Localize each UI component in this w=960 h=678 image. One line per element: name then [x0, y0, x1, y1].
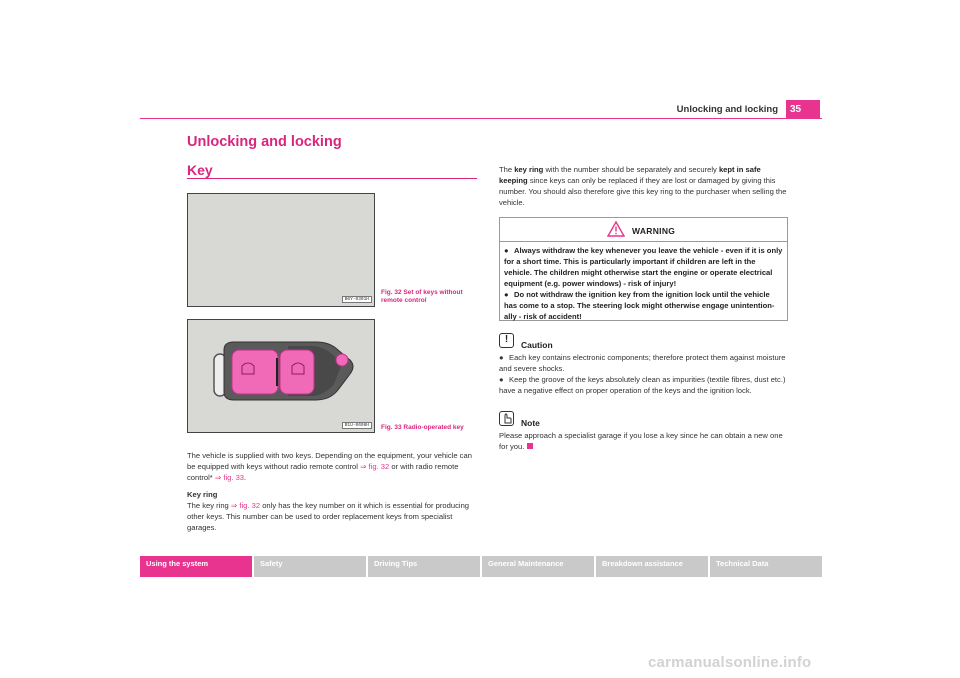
figure-32-image	[187, 193, 375, 307]
intro-paragraph: The vehicle is supplied with two keys. Depending on the equipment, your vehicle can be equipped with keys without radio remote control ⇒ fig. 32 or with radio remote control* ⇒ fig. 33. Key ring The key ring ⇒ fig. 32 only has the key number on it which is essential for producing other keys. This number can be used to order replacement keys from specialist garages.	[187, 450, 477, 533]
warning-box	[499, 217, 788, 321]
figure-33-image	[187, 319, 375, 433]
section-heading: Unlocking and locking	[187, 134, 342, 150]
note-body: Please approach a specialist garage if you lose a key since he can obtain a new one for you.	[499, 431, 783, 451]
caution-item: ● Keep the groove of the keys absolutely clean as impurities (textile fibres, dust etc.) have a negative effect on proper operation of the keys and the ignition lock.	[499, 375, 786, 395]
chapter-nav-bar	[140, 556, 822, 577]
figure-33-code: B1U-0698H	[342, 422, 372, 429]
caution-body	[499, 352, 789, 396]
nav-tab-breakdown-assistance[interactable]: Breakdown assistance	[596, 556, 708, 577]
subsection-heading: Key	[187, 162, 213, 178]
caution-title: Caution	[521, 340, 553, 350]
nav-tab-driving-tips[interactable]: Driving Tips	[368, 556, 480, 577]
figure-33-caption: Fig. 33 Radio-operated key	[381, 424, 464, 431]
radio-key-illustration	[188, 320, 374, 432]
note-title: Note	[521, 418, 540, 428]
note-icon	[499, 411, 514, 426]
figure-32-code: B6Y-0301H	[342, 296, 372, 303]
figure-32-caption: Fig. 32 Set of keys without remote control	[381, 289, 463, 304]
key-ring-paragraph: The key ring ⇒ fig. 32 only has the key number on it which is essential for producing other keys. This number can be used to order replacement keys from specialist garages.	[187, 501, 470, 532]
key-ring-heading: Key ring	[187, 490, 218, 499]
hand-pointer-icon	[501, 412, 513, 424]
fig-32-link-2[interactable]: ⇒ fig. 32	[230, 501, 261, 510]
header-divider	[140, 118, 822, 119]
warning-header	[500, 218, 787, 242]
nav-tab-using-the-system[interactable]: Using the system	[140, 556, 252, 577]
section-end-marker	[527, 443, 533, 449]
caution-exclamation-icon: !	[499, 333, 514, 348]
subsection-divider	[187, 178, 477, 179]
nav-tab-technical-data[interactable]: Technical Data	[710, 556, 822, 577]
caution-item: ● Each key contains electronic components; therefore protect them against moisture and severe shocks.	[499, 353, 786, 373]
warning-item: ● Always withdraw the key whenever you leave the vehicle - even if it is only for a short time. This is particularly important if children are left in the vehicle. The children might otherwise start the engine or operate electrical equipment (e.g. power windows) - risk of injury!	[504, 246, 783, 288]
key-ring-safekeeping-paragraph: The key ring with the number should be separately and securely kept in safe keeping since keys can only be replaced if they are lost or damaged by giving this number. You should also therefore give this key ring to the purchaser when selling the vehicle.	[499, 165, 787, 207]
page-number: 35	[786, 100, 820, 119]
nav-tab-general-maintenance[interactable]: General Maintenance	[482, 556, 594, 577]
watermark: carmanualsonline.info	[648, 654, 812, 671]
warning-item: ● Do not withdraw the ignition key from the ignition lock until the vehicle has come to a stop. The steering lock might otherwise engage unintention-ally - risk of accident!	[504, 290, 775, 321]
fig-32-link[interactable]: ⇒ fig. 32	[360, 462, 390, 471]
running-header-title: Unlocking and locking	[676, 104, 778, 115]
warning-body	[500, 242, 787, 322]
warning-title: WARNING	[632, 226, 676, 236]
nav-tab-safety[interactable]: Safety	[254, 556, 366, 577]
warning-triangle-icon	[607, 221, 625, 237]
fig-33-link[interactable]: ⇒ fig. 33	[214, 473, 245, 482]
